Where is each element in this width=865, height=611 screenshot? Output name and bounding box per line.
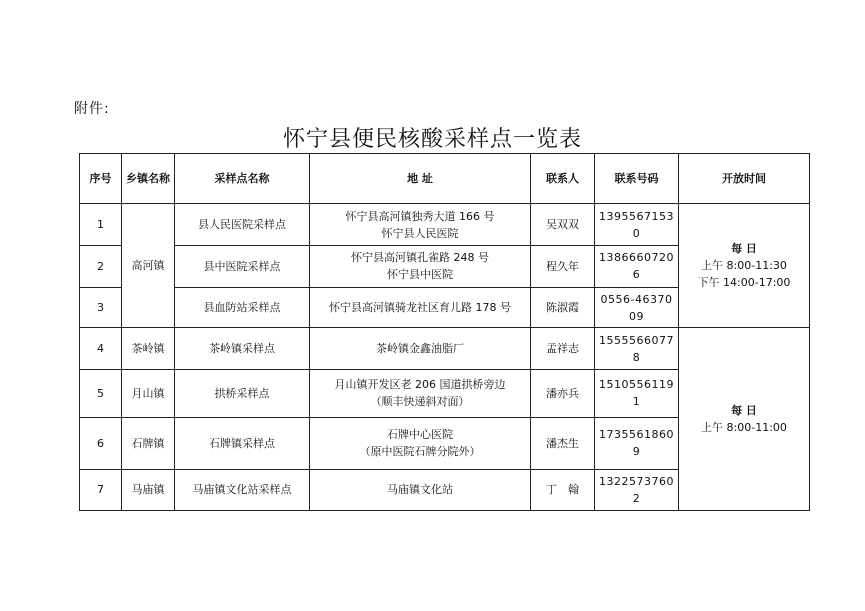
cell-site-name: 县人民医院采样点	[175, 204, 310, 245]
cell-index: 2	[80, 245, 122, 287]
cell-site-name: 拱桥采样点	[175, 369, 310, 417]
cell-town: 月山镇	[122, 369, 175, 417]
cell-address	[310, 245, 531, 287]
cell-phone: 13866607206	[595, 245, 679, 287]
address-line: （原中医院石牌分院外）	[359, 445, 481, 459]
header-town: 乡镇名称	[122, 154, 175, 204]
cell-contact: 吴双双	[531, 204, 595, 245]
sampling-sites-table	[79, 153, 810, 511]
page-title: 怀宁县便民核酸采样点一览表	[282, 127, 582, 152]
hours-day: 每 日	[731, 242, 757, 256]
cell-hours-merged	[679, 328, 810, 511]
hours-day: 每 日	[731, 404, 757, 418]
cell-site-name: 茶岭镇采样点	[175, 328, 310, 369]
cell-site-name: 马庙镇文化站采样点	[175, 469, 310, 510]
cell-phone: 17355618609	[595, 418, 679, 469]
address-line: 月山镇开发区老 206 国道拱桥旁边	[334, 378, 506, 392]
cell-address: 怀宁县高河镇骑龙社区育儿路 178 号	[310, 288, 531, 328]
cell-index: 4	[80, 328, 122, 369]
cell-phone: 15105561191	[595, 369, 679, 417]
hours-pm: 下午 14:00-17:00	[697, 276, 791, 290]
cell-contact: 丁 翰	[531, 469, 595, 510]
address-line: 怀宁县人民医院	[381, 226, 459, 240]
header-phone: 联系号码	[595, 154, 679, 204]
table-header-row	[80, 154, 810, 204]
cell-index: 1	[80, 204, 122, 245]
hours-am: 上午 8:00-11:30	[701, 259, 787, 273]
header-contact: 联系人	[531, 154, 595, 204]
header-index: 序号	[80, 154, 122, 204]
address-line: 怀宁县高河镇独秀大道 166 号	[345, 209, 495, 223]
header-hours: 开放时间	[679, 154, 810, 204]
table-row	[80, 328, 810, 369]
cell-hours-merged	[679, 204, 810, 328]
cell-address	[310, 418, 531, 469]
cell-index: 5	[80, 369, 122, 417]
cell-phone: 13955671530	[595, 204, 679, 245]
cell-phone: 15555660778	[595, 328, 679, 369]
cell-contact: 陈淑霞	[531, 288, 595, 328]
address-line: 怀宁县中医院	[387, 268, 453, 282]
header-address: 地 址	[310, 154, 531, 204]
cell-town: 马庙镇	[122, 469, 175, 510]
cell-town: 茶岭镇	[122, 328, 175, 369]
cell-phone: 13225737602	[595, 469, 679, 510]
cell-phone: 0556-4637009	[595, 288, 679, 328]
cell-site-name: 石牌镇采样点	[175, 418, 310, 469]
cell-site-name: 县血防站采样点	[175, 288, 310, 328]
cell-address	[310, 369, 531, 417]
address-line: 石牌中心医院	[387, 428, 453, 442]
header-site-name: 采样点名称	[175, 154, 310, 204]
cell-contact: 潘亦兵	[531, 369, 595, 417]
cell-index: 3	[80, 288, 122, 328]
cell-site-name: 县中医院采样点	[175, 245, 310, 287]
cell-index: 6	[80, 418, 122, 469]
address-line: 怀宁县高河镇孔雀路 248 号	[351, 251, 489, 265]
address-line: （顺丰快递斜对面）	[370, 395, 470, 409]
cell-address	[310, 204, 531, 245]
attachment-label: 附件:	[74, 101, 110, 117]
cell-contact: 潘杰生	[531, 418, 595, 469]
cell-address: 茶岭镇金鑫油脂厂	[310, 328, 531, 369]
cell-address: 马庙镇文化站	[310, 469, 531, 510]
table-row	[80, 204, 810, 245]
cell-index: 7	[80, 469, 122, 510]
cell-town-merged: 高河镇	[122, 204, 175, 328]
cell-contact: 孟祥志	[531, 328, 595, 369]
hours-am: 上午 8:00-11:00	[701, 421, 787, 435]
cell-town: 石牌镇	[122, 418, 175, 469]
cell-contact: 程久年	[531, 245, 595, 287]
